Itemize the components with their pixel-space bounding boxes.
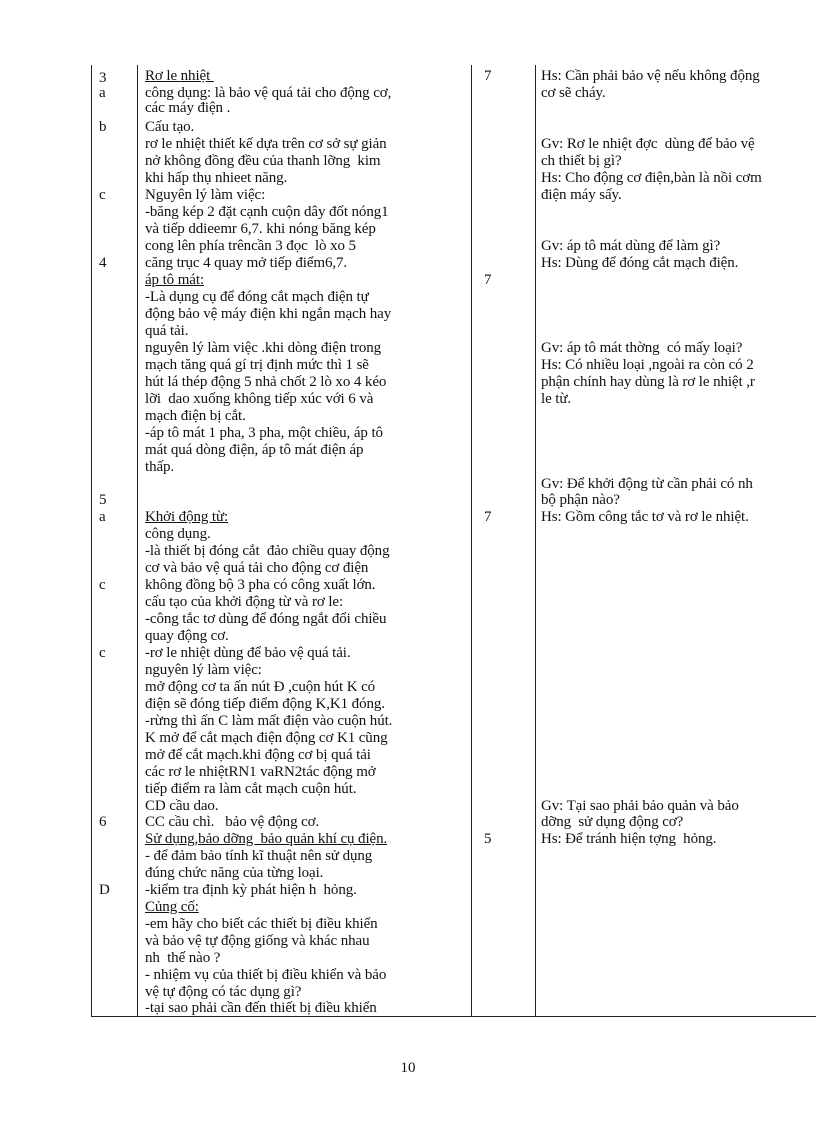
column-divider-1: [137, 65, 138, 1017]
content-line: -Là dụng cụ để đóng cắt mạch điện tự: [145, 289, 369, 305]
section-marker: 3: [99, 70, 107, 86]
content-line: -em hãy cho biết các thiết bị điều khiển: [145, 916, 378, 932]
content-line: tiếp điểm ra làm cắt mạch cuộn hút.: [145, 781, 357, 797]
section-marker: 4: [99, 255, 107, 271]
section-marker: c: [99, 645, 106, 661]
content-line: động bảo vệ máy điện khi ngắn mạch hay: [145, 306, 392, 322]
duration-value: 5: [484, 831, 492, 847]
dialogue-line: Gv: áp tô mát dùng để làm gì?: [541, 238, 721, 254]
content-line: nh thế nào ?: [145, 950, 221, 966]
dialogue-line: bộ phận nào?: [541, 492, 620, 508]
section-marker: 6: [99, 814, 107, 830]
content-line: -rơ le nhiệt dùng để bảo vệ quá tải.: [145, 645, 351, 661]
content-line: căng trục 4 quay mở tiếp điểm6,7.: [145, 255, 348, 271]
duration-value: 7: [484, 68, 492, 84]
content-line: áp tô mát:: [145, 272, 204, 288]
content-line: quay động cơ.: [145, 628, 229, 644]
content-line: cấu tạo của khởi động từ và rơ le:: [145, 594, 344, 610]
table-border-left: [91, 65, 92, 1017]
content-line: công dụng: là bảo vệ quá tải cho động cơ,: [145, 85, 392, 101]
table-border-bottom: [91, 1016, 816, 1017]
content-line: các máy điện .: [145, 100, 231, 116]
content-line: cơ và bảo vệ quá tải cho động cơ điện: [145, 560, 369, 576]
page-number: 10: [400, 1060, 416, 1076]
content-line: -băng kép 2 đặt cạnh cuộn dây đốt nóng1: [145, 204, 389, 220]
column-divider-3: [535, 65, 536, 1017]
content-line: mạch tăng quá gí trị định mức thì 1 sẽ: [145, 357, 369, 373]
content-line: công dụng.: [145, 526, 211, 542]
content-line: Sử dụng,bảo dỡng bảo quản khí cụ điện.: [145, 831, 388, 847]
content-line: và bảo vệ tự động giống và khác nhau: [145, 933, 370, 949]
content-line: K mở để cắt mạch điện động cơ K1 cũng: [145, 730, 388, 746]
content-line: Rơ le nhiệt: [145, 68, 214, 84]
section-marker: 5: [99, 492, 107, 508]
section-marker: b: [99, 119, 107, 135]
dialogue-line: le từ.: [541, 391, 572, 407]
content-line: - để đảm bảo tính kĩ thuật nên sử dụng: [145, 848, 373, 864]
content-line: các rơ le nhiệtRN1 vaRN2tác động mở: [145, 764, 376, 780]
content-line: -công tắc tơ dùng để đóng ngắt đổi chiều: [145, 611, 387, 627]
content-line: -áp tô mát 1 pha, 3 pha, một chiều, áp tô: [145, 425, 383, 441]
dialogue-line: điện máy sấy.: [541, 187, 622, 203]
dialogue-line: Gv: Tại sao phải bảo quản và bảo: [541, 798, 739, 814]
content-line: Khởi động từ:: [145, 509, 229, 525]
content-line: -là thiết bị đóng cắt đảo chiều quay động: [145, 543, 390, 559]
content-line: vệ tự động có tác dụng gì?: [145, 984, 302, 1000]
section-marker: a: [99, 85, 106, 101]
dialogue-line: Gv: áp tô mát thờng có mấy loại?: [541, 340, 743, 356]
content-line: nở không đồng đều của thanh lỡng kim: [145, 153, 381, 169]
dialogue-line: Hs: Dùng để đóng cắt mạch điện.: [541, 255, 739, 271]
section-marker: D: [99, 882, 110, 898]
content-line: không đồng bộ 3 pha có công xuất lớn.: [145, 577, 376, 593]
content-line: CD cầu dao.: [145, 798, 219, 814]
dialogue-line: cơ sẽ cháy.: [541, 85, 606, 101]
content-line: Nguyên lý làm việc:: [145, 187, 266, 203]
content-line: nguyên lý làm việc:: [145, 662, 262, 678]
content-line: cong lên phía trêncần 3 đọc lò xo 5: [145, 238, 356, 254]
section-marker: c: [99, 577, 106, 593]
content-line: rơ le nhiệt thiết kế dựa trên cơ sở sự giản: [145, 136, 387, 152]
content-line: đúng chức năng của từng loại.: [145, 865, 324, 881]
dialogue-line: Hs: Cần phải bảo vệ nếu không động: [541, 68, 760, 84]
dialogue-line: Gv: Rơ le nhiệt đợc dùng để bảo vệ: [541, 136, 755, 152]
dialogue-line: Hs: Gồm công tắc tơ và rơ le nhiệt.: [541, 509, 749, 525]
duration-value: 7: [484, 272, 492, 288]
content-line: Củng cố:: [145, 899, 199, 915]
content-line: Cấu tạo.: [145, 119, 195, 135]
content-line: mạch điện bị cắt.: [145, 408, 246, 424]
dialogue-line: ch thiết bị gì?: [541, 153, 622, 169]
content-line: mở để cắt mạch.khi động cơ bị quá tải: [145, 747, 371, 763]
content-line: CC cầu chì. bảo vệ động cơ.: [145, 814, 320, 830]
content-line: quá tải.: [145, 323, 189, 339]
dialogue-line: Hs: Để tránh hiện tợng hỏng.: [541, 831, 717, 847]
dialogue-line: Hs: Có nhiều loại ,ngoài ra còn có 2: [541, 357, 754, 373]
content-line: -rừng thì ấn C làm mất điện vào cuộn hút.: [145, 713, 393, 729]
content-line: điện sẽ đóng tiếp điểm động K,K1 đóng.: [145, 696, 385, 712]
content-line: -tại sao phải cần đến thiết bị điều khiển: [145, 1000, 377, 1016]
dialogue-line: phận chính hay dùng là rơ le nhiệt ,r: [541, 374, 755, 390]
section-marker: c: [99, 187, 106, 203]
content-line: và tiếp ddieemr 6,7. khi nóng băng kép: [145, 221, 376, 237]
content-line: mở động cơ ta ấn nút Đ ,cuộn hút K có: [145, 679, 376, 695]
column-divider-2: [471, 65, 472, 1017]
dialogue-line: Gv: Để khởi động từ cần phải có nh: [541, 476, 753, 492]
section-marker: a: [99, 509, 106, 525]
content-line: thấp.: [145, 459, 175, 475]
content-line: lỡi dao xuống không tiếp xúc với 6 và: [145, 391, 374, 407]
content-line: mát quá dòng điện, áp tô mát điện áp: [145, 442, 364, 458]
duration-value: 7: [484, 509, 492, 525]
content-line: - nhiệm vụ của thiết bị điều khiển và bảo: [145, 967, 387, 983]
content-line: nguyên lý làm việc .khi dòng điện trong: [145, 340, 382, 356]
dialogue-line: Hs: Cho động cơ điện,bàn là nồi cơm: [541, 170, 762, 186]
content-line: -kiểm tra định kỳ phát hiện h hỏng.: [145, 882, 357, 898]
content-line: hút lá thép động 5 nhả chốt 2 lò xo 4 kéo: [145, 374, 387, 390]
lesson-table: [91, 65, 816, 1017]
dialogue-line: dỡng sử dụng động cơ?: [541, 814, 684, 830]
content-line: khi hấp thụ nhieet năng.: [145, 170, 288, 186]
